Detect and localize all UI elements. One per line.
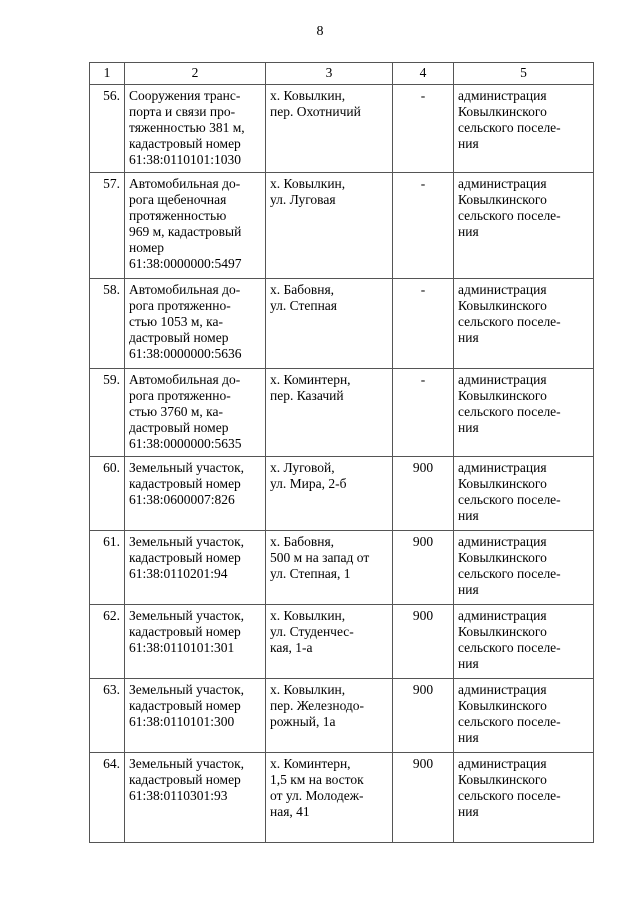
column-header-name: 2 [125, 63, 266, 85]
object-name: Земельный участок, кадастровый номер 61:38:0110201:94 [125, 531, 266, 605]
object-area: 900 [393, 605, 454, 679]
table-header-row [90, 63, 594, 85]
object-address: х. Коминтерн, 1,5 км на восток от ул. Молодеж- ная, 41 [266, 753, 393, 843]
column-header-number: 1 [90, 63, 125, 85]
object-area: 900 [393, 753, 454, 843]
object-area: 900 [393, 531, 454, 605]
object-address: х. Коминтерн, пер. Казачий [266, 369, 393, 457]
table-row [90, 531, 594, 605]
row-number: 58. [90, 279, 125, 369]
table-row [90, 679, 594, 753]
object-name: Автомобильная до- рога протяженно- стью 3760 м, ка- дастровый номер 61:38:0000000:5635 [125, 369, 266, 457]
table-body [90, 85, 594, 843]
row-number: 59. [90, 369, 125, 457]
row-number: 64. [90, 753, 125, 843]
object-area: 900 [393, 679, 454, 753]
object-owner: администрация Ковылкинского сельского поселе- ния [454, 369, 594, 457]
row-number: 61. [90, 531, 125, 605]
object-address: х. Ковылкин, ул. Луговая [266, 173, 393, 279]
object-owner: администрация Ковылкинского сельского поселе- ния [454, 173, 594, 279]
table-row [90, 85, 594, 173]
table-row [90, 279, 594, 369]
page-number: 8 [316, 24, 324, 39]
object-name: Сооружения транс- порта и связи про- тяженностью 381 м, кадастровый номер 61:38:0110101:1030 [125, 85, 266, 173]
object-owner: администрация Ковылкинского сельского поселе- ния [454, 753, 594, 843]
object-owner: администрация Ковылкинского сельского поселе- ния [454, 679, 594, 753]
object-name: Земельный участок, кадастровый номер 61:38:0600007:826 [125, 457, 266, 531]
object-area: 900 [393, 457, 454, 531]
object-address: х. Луговой, ул. Мира, 2-б [266, 457, 393, 531]
object-name: Автомобильная до- рога протяженно- стью 1053 м, ка- дастровый номер 61:38:0000000:5636 [125, 279, 266, 369]
column-header-owner: 5 [454, 63, 594, 85]
object-name: Земельный участок, кадастровый номер 61:38:0110301:93 [125, 753, 266, 843]
object-owner: администрация Ковылкинского сельского поселе- ния [454, 457, 594, 531]
row-number: 63. [90, 679, 125, 753]
object-address: х. Ковылкин, ул. Студенчес- кая, 1-а [266, 605, 393, 679]
object-address: х. Бабовня, 500 м на запад от ул. Степная, 1 [266, 531, 393, 605]
object-address: х. Ковылкин, пер. Железнодо- рожный, 1а [266, 679, 393, 753]
object-owner: администрация Ковылкинского сельского поселе- ния [454, 85, 594, 173]
object-name: Земельный участок, кадастровый номер 61:38:0110101:300 [125, 679, 266, 753]
object-name: Автомобильная до- рога щебеночная протяженностью 969 м, кадастровый номер 61:38:0000000:5497 [125, 173, 266, 279]
object-area: - [393, 85, 454, 173]
object-owner: администрация Ковылкинского сельского поселе- ния [454, 531, 594, 605]
object-name: Земельный участок, кадастровый номер 61:38:0110101:301 [125, 605, 266, 679]
table-row [90, 753, 594, 843]
object-address: х. Ковылкин, пер. Охотничий [266, 85, 393, 173]
table-row [90, 173, 594, 279]
row-number: 62. [90, 605, 125, 679]
object-owner: администрация Ковылкинского сельского поселе- ния [454, 279, 594, 369]
object-area: - [393, 369, 454, 457]
object-area: - [393, 173, 454, 279]
column-header-address: 3 [266, 63, 393, 85]
object-address: х. Бабовня, ул. Степная [266, 279, 393, 369]
property-registry-table [89, 62, 594, 843]
table-row [90, 457, 594, 531]
row-number: 60. [90, 457, 125, 531]
column-header-area: 4 [393, 63, 454, 85]
table-row [90, 369, 594, 457]
object-area: - [393, 279, 454, 369]
row-number: 56. [90, 85, 125, 173]
object-owner: администрация Ковылкинского сельского поселе- ния [454, 605, 594, 679]
row-number: 57. [90, 173, 125, 279]
table-row [90, 605, 594, 679]
